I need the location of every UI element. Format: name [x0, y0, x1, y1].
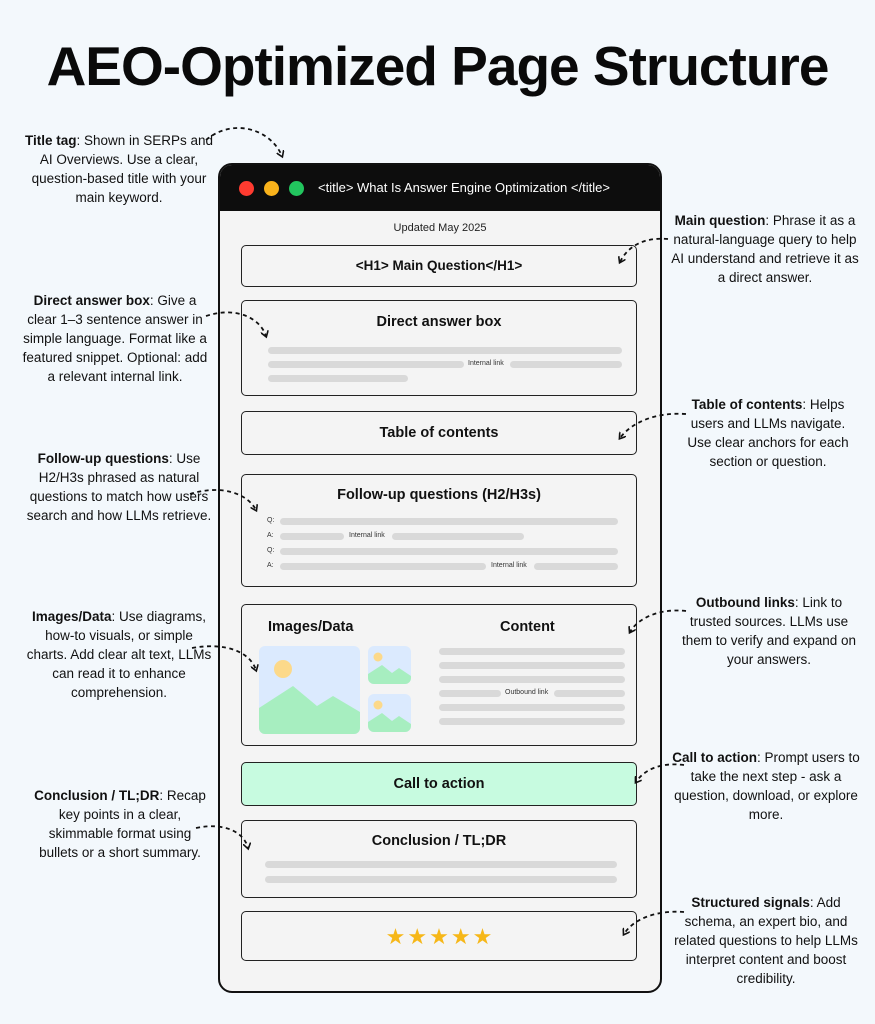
- question-line: [280, 548, 618, 555]
- updated-date: Updated May 2025: [393, 222, 487, 234]
- note-conclusion-text: : Recap key points in a clear, skimmable format using bullets or a short summary.: [39, 788, 206, 860]
- content-line: [439, 662, 625, 669]
- note-main-question-text: : Phrase it as a natural-language query to help AI understand and retrieve it as a direct answer.: [671, 213, 859, 285]
- note-follow-up-text: : Use H2/H3s phrased as natural questions to match how users search and how LLMs retrieve.: [26, 451, 212, 523]
- internal-link[interactable]: Internal link: [349, 532, 385, 539]
- note-title-tag: [24, 131, 214, 207]
- answer-text-line: [510, 361, 622, 368]
- note-follow-up: [24, 449, 214, 525]
- note-main-question: [670, 211, 860, 287]
- summary-line: [265, 861, 617, 868]
- note-images-data: [26, 607, 212, 702]
- images-content-box: [241, 604, 637, 746]
- answer-line: [280, 533, 344, 540]
- maximize-dot-icon: [289, 181, 304, 196]
- note-structured-text: : Add schema, an expert bio, and related questions to help LLMs interpret content and boost credibility.: [674, 895, 858, 986]
- landscape-icon: [259, 646, 360, 734]
- note-structured: [670, 893, 862, 988]
- toc-box: [241, 411, 637, 455]
- rating-stars: [242, 926, 636, 949]
- note-direct-answer: [22, 291, 208, 386]
- conclusion-box-label: Conclusion / TL;DR: [371, 833, 507, 849]
- note-structured-label: Structured signals: [691, 895, 810, 910]
- content-line: [439, 648, 625, 655]
- direct-answer-box-label: Direct answer box: [376, 314, 502, 330]
- conclusion-box: [241, 820, 637, 898]
- cta-box[interactable]: [241, 762, 637, 806]
- small-image-placeholder: [368, 694, 411, 732]
- note-conclusion-label: Conclusion / TL;DR: [34, 788, 160, 803]
- outbound-link[interactable]: Outbound link: [505, 689, 549, 696]
- answer-text-line: [268, 361, 464, 368]
- question-line: [280, 518, 618, 525]
- arrow-title-tag: [206, 128, 282, 156]
- note-toc: [678, 395, 858, 471]
- direct-answer-box: [241, 300, 637, 396]
- internal-link[interactable]: Internal link: [468, 360, 504, 367]
- note-cta-text: : Prompt users to take the next step - ask a question, download, or explore more.: [674, 750, 860, 822]
- content-line: [439, 676, 625, 683]
- note-outbound: [678, 593, 860, 669]
- summary-line: [265, 876, 617, 883]
- note-toc-label: Table of contents: [691, 397, 803, 412]
- cta-box-label: Call to action: [393, 776, 485, 792]
- close-dot-icon: [239, 181, 254, 196]
- content-line: [554, 690, 625, 697]
- note-images-data-text: : Use diagrams, how-to visuals, or simple charts. Add clear alt text, LLMs can read it to enhance comprehension.: [26, 609, 212, 700]
- follow-up-box-label: Follow-up questions (H2/H3s): [337, 487, 541, 503]
- question-label: Q:: [267, 517, 275, 524]
- landscape-icon: [368, 646, 411, 684]
- answer-label: A:: [267, 532, 274, 539]
- browser-window: [218, 163, 662, 993]
- large-image-placeholder: [259, 646, 360, 734]
- window-title-text: <title> What Is Answer Engine Optimization </title>: [318, 180, 610, 195]
- note-title-tag-label: Title tag: [24, 133, 77, 148]
- note-direct-answer-text: : Give a clear 1–3 sentence answer in simple language. Format like a featured snippet. Optional: add a relevant internal link.: [22, 293, 208, 384]
- answer-text-line: [268, 347, 622, 354]
- star-icon: ★: [385, 924, 406, 949]
- star-icon: ★: [472, 924, 493, 949]
- page-title: AEO-Optimized Page Structure: [46, 35, 829, 97]
- h1-box-label: <H1> Main Question</H1>: [355, 258, 523, 273]
- note-cta: [670, 748, 862, 824]
- content-heading: Content: [500, 619, 555, 635]
- note-conclusion: [30, 786, 210, 862]
- toc-box-label: Table of contents: [379, 425, 499, 441]
- star-icon: ★: [407, 924, 428, 949]
- window-titlebar: [220, 165, 660, 211]
- note-direct-answer-label: Direct answer box: [33, 293, 150, 308]
- answer-text-line: [268, 375, 408, 382]
- content-line: [439, 704, 625, 711]
- answer-line: [392, 533, 524, 540]
- h1-box: [241, 245, 637, 287]
- note-cta-label: Call to action: [672, 750, 757, 765]
- note-toc-text: : Helps users and LLMs navigate. Use clear anchors for each section or question.: [687, 397, 849, 469]
- images-heading: Images/Data: [268, 619, 354, 635]
- landscape-icon: [368, 694, 411, 732]
- content-line: [439, 690, 501, 697]
- answer-line: [534, 563, 618, 570]
- note-follow-up-label: Follow-up questions: [37, 451, 169, 466]
- question-label: Q:: [267, 547, 275, 554]
- star-icon: ★: [450, 924, 471, 949]
- rating-box: [241, 911, 637, 961]
- answer-label: A:: [267, 562, 274, 569]
- internal-link[interactable]: Internal link: [491, 562, 527, 569]
- follow-up-box: [241, 474, 637, 587]
- small-image-placeholder: [368, 646, 411, 684]
- content-line: [439, 718, 625, 725]
- note-outbound-text: : Link to trusted sources. LLMs use them to verify and expand on your answers.: [681, 595, 857, 667]
- minimize-dot-icon: [264, 181, 279, 196]
- note-images-data-label: Images/Data: [31, 609, 112, 624]
- note-outbound-label: Outbound links: [695, 595, 795, 610]
- note-main-question-label: Main question: [674, 213, 766, 228]
- note-title-tag-text: : Shown in SERPs and AI Overviews. Use a clear, question-based title with your main keyword.: [31, 133, 214, 205]
- answer-line: [280, 563, 486, 570]
- star-icon: ★: [429, 924, 449, 949]
